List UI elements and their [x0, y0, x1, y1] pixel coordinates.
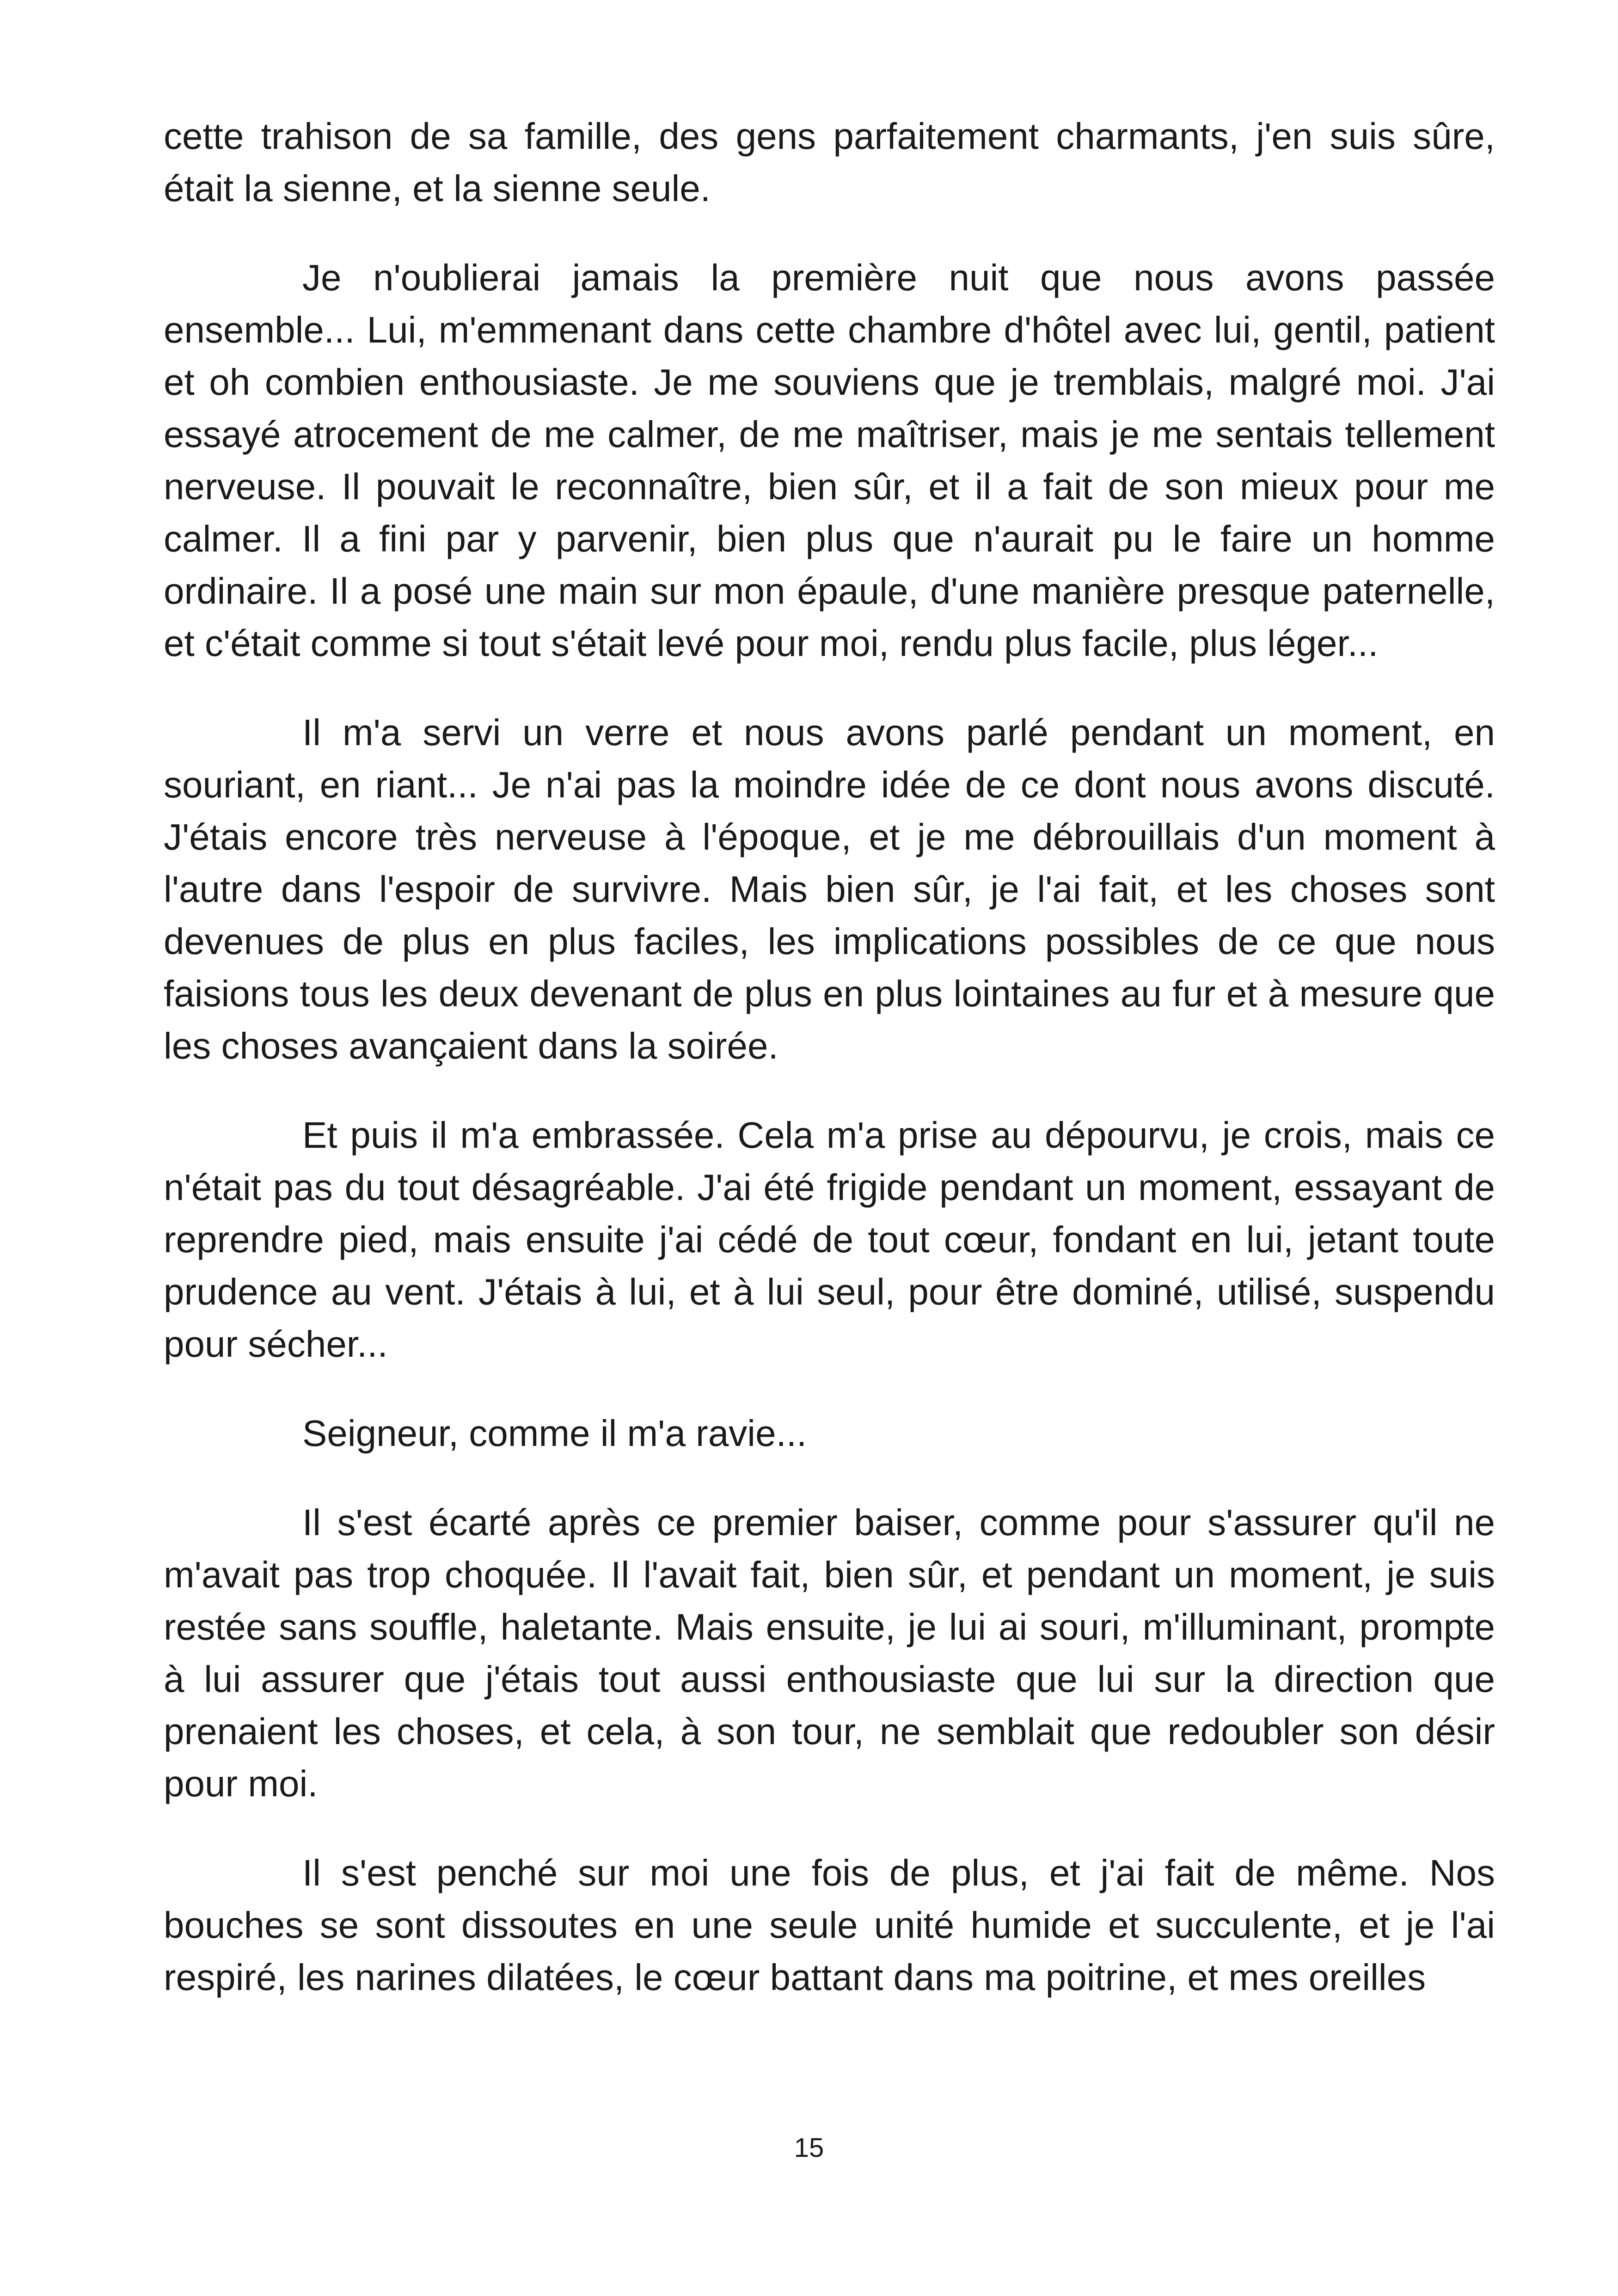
- page-number: 15: [794, 2133, 824, 2163]
- paragraph-6: Il s'est écarté après ce premier baiser, comme pour s'assurer qu'il ne m'avait pas trop choquée. Il l'avait fait, bien sûr, et pendant un moment, je suis restée sans souffle, haletante. Mais ensuite, je lui ai souri, m'illuminant, prompte à lui assurer que j'étais tout aussi enthousiaste que lui sur la direction que prenaient les choses, et cela, à son tour, ne semblait que redoubler son désir pour moi.: [164, 1502, 1495, 1804]
- body-text: [164, 110, 1495, 2040]
- paragraph-1: cette trahison de sa famille, des gens parfaitement charmants, j'en suis sûre, était la sienne, et la sienne seule.: [164, 116, 1495, 209]
- paragraph-4: Et puis il m'a embrassée. Cela m'a prise au dépourvu, je crois, mais ce n'était pas du tout désagréable. J'ai été frigide pendant un moment, essayant de reprendre pied, mais ensuite j'ai cédé de tout cœur, fondant en lui, jetant toute prudence au vent. J'étais à lui, et à lui seul, pour être dominé, utilisé, suspendu pour sécher...: [164, 1114, 1495, 1365]
- paragraph-7: Il s'est penché sur moi une fois de plus, et j'ai fait de même. Nos bouches se sont dissoutes en une seule unité humide et succulente, et je l'ai respiré, les narines dilatées, le cœur battant dans ma poitrine, et mes oreilles: [164, 1852, 1495, 1998]
- paragraph-2: Je n'oublierai jamais la première nuit que nous avons passée ensemble... Lui, m'emmenant dans cette chambre d'hôtel avec lui, gentil, patient et oh combien enthousiaste. Je me souviens que je tremblais, malgré moi. J'ai essayé atrocement de me calmer, de me maîtriser, mais je me sentais tellement nerveuse. Il pouvait le reconnaître, bien sûr, et il a fait de son mieux pour me calmer. Il a fini par y parvenir, bien plus que n'aurait pu le faire un homme ordinaire. Il a posé une main sur mon épaule, d'une manière presque paternelle, et c'était comme si tout s'était levé pour moi, rendu plus facile, plus léger...: [164, 257, 1495, 664]
- paragraph-5: Seigneur, comme il m'a ravie...: [302, 1413, 807, 1454]
- paragraph-3: Il m'a servi un verre et nous avons parlé pendant un moment, en souriant, en riant... Je n'ai pas la moindre idée de ce dont nous avons discuté. J'étais encore très nerveuse à l'époque, et je me débrouillais d'un moment à l'autre dans l'espoir de survivre. Mais bien sûr, je l'ai fait, et les choses sont devenues de plus en plus faciles, les implications possibles de ce que nous faisions tous les deux devenant de plus en plus lointaines au fur et à mesure que les choses avançaient dans la soirée.: [164, 712, 1495, 1066]
